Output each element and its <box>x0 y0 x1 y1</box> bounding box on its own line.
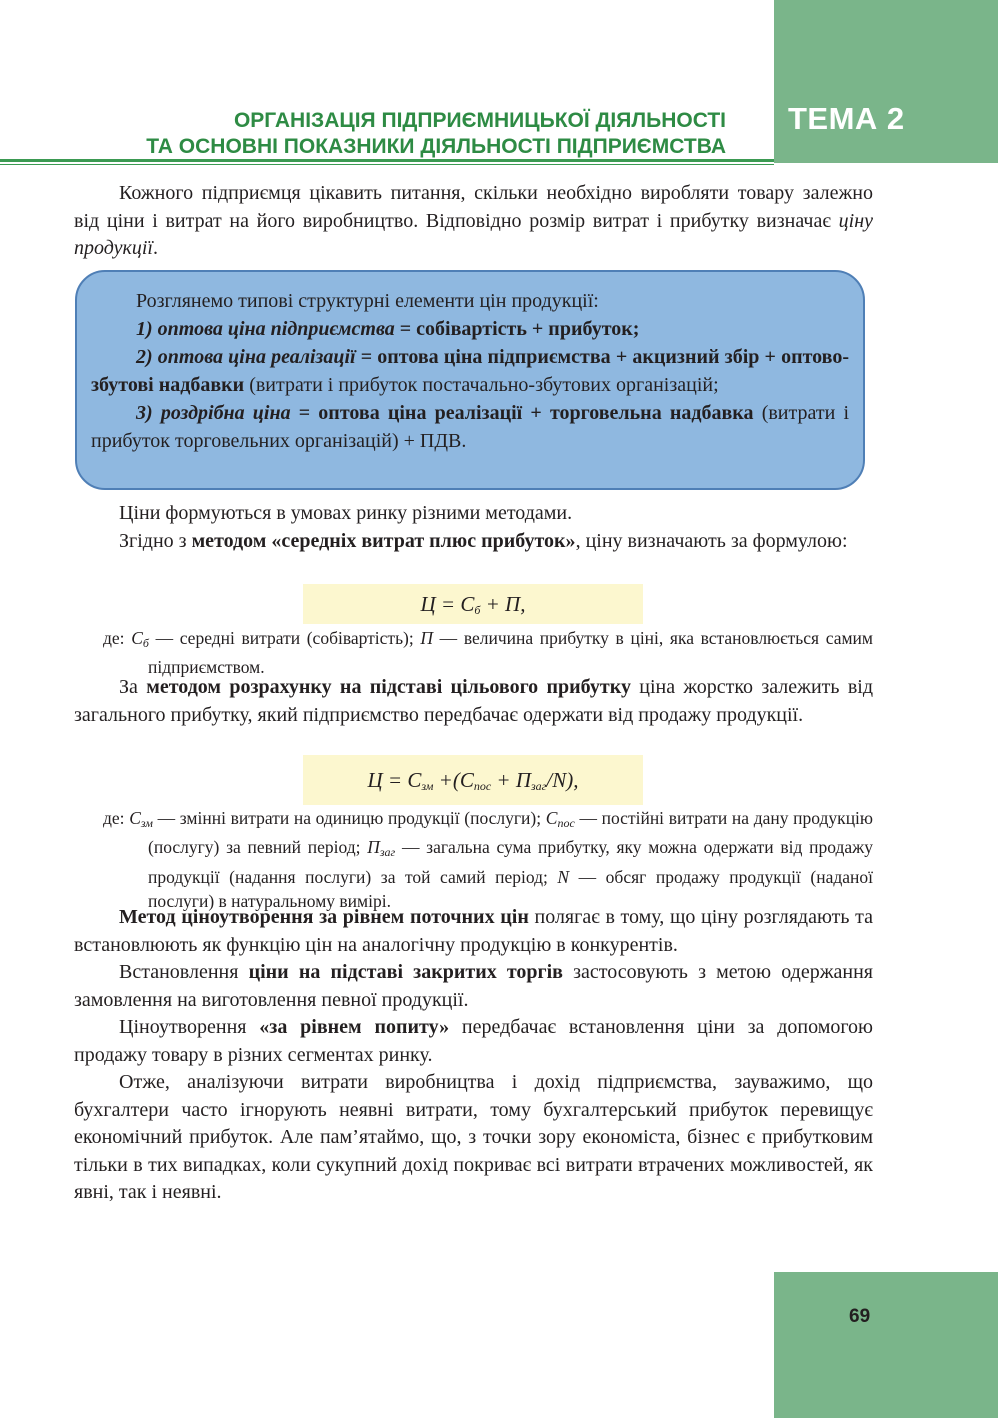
chapter-title-line-1: ОРГАНІЗАЦІЯ ПІДПРИЄМНИЦЬКОЇ ДІЯЛЬНОСТІ <box>233 109 726 132</box>
price-structure-callout <box>75 270 865 490</box>
chapter-title-line-2: ТА ОСНОВНІ ПОКАЗНИКИ ДІЯЛЬНОСТІ ПІДПРИЄМСТВА <box>146 135 726 158</box>
legend-2-c1: С <box>129 808 141 828</box>
legend-2-p-def: — загальна сума прибутку, яку можна одержати від продажу продукції (надання послуги) за той самий період; <box>148 837 873 887</box>
method-4-pre: Встановлення <box>119 961 249 983</box>
method-3-post: полягає в тому, що ціну розглядають та встановлюють як функцію цін на аналогічну продукцію в конкурентів. <box>74 906 873 956</box>
method-5-post: передбачає встановлення ціни за допомогою продажу товару в різних сегментах ринку. <box>74 1016 873 1066</box>
legend-2-n: N <box>557 866 570 887</box>
method-5-pre: Ціноутворення <box>119 1016 260 1038</box>
legend-2-c1-sub: зм <box>140 816 153 830</box>
legend-2-prefix: де: <box>103 808 130 828</box>
legend-2-c2-def: — постійні витрати на дану продукцію (послугу) за певний період; <box>148 808 873 858</box>
legend-1-prefix: де: <box>103 628 132 648</box>
callout-item-3-note: (витрати і прибуток торговельних організацій) + ПДВ. <box>91 402 849 452</box>
legend-2-p-sub: заг <box>379 845 396 860</box>
legend-2-n-def: — обсяг продажу продукції (наданої послуги) в натуральному вимірі. <box>148 866 873 911</box>
methods-intro: Ціни формуються в умовах ринку різними методами. <box>119 502 573 524</box>
method-4-post: застосовують з метою одержання замовлення на виготовлення певної продукції. <box>74 961 873 1011</box>
formula-average-cost <box>303 584 643 624</box>
formula-1-lhs: Ц = С <box>420 592 475 616</box>
formula-2-b: +(С <box>433 768 474 792</box>
formula-2-c: + П <box>491 768 531 792</box>
legend-1-p-def: — величина прибутку в ціні, яка встановлюється самим підприємством. <box>148 628 873 678</box>
method-3-name: Метод ціноутворення за рівнем поточних цін <box>119 906 529 928</box>
formula-2-legend <box>103 806 873 913</box>
intro-text: Кожного підприємця цікавить питання, скільки необхідно виробляти товару залежно від ціни і витрат на його виробництво. Відповідно розмір витрат і прибутку визначає <box>74 182 873 232</box>
topic-tab-label: ТЕМА 2 <box>788 101 905 136</box>
page-number: 69 <box>849 1306 871 1327</box>
callout-lead: Розглянемо типові структурні елементи цін продукції: <box>136 290 599 312</box>
header-rule-thin <box>0 164 774 165</box>
methods-section <box>74 500 873 555</box>
callout-item-3-def: = оптова ціна реалізації + торговельна надбавка <box>290 402 754 424</box>
legend-1-p: П <box>420 628 434 648</box>
method-4-name: ціни на підставі закритих торгів <box>248 961 563 983</box>
method-2-paragraph <box>74 674 873 729</box>
formula-2-a-sub: зм <box>421 779 434 793</box>
intro-end: . <box>152 237 158 259</box>
formula-2-d: /N), <box>546 768 579 792</box>
legend-2-p: П <box>367 837 380 858</box>
callout-item-2-def: = оптова ціна підприємства + акцизний збір + оптово-збутові надбавки <box>91 346 849 396</box>
chapter-title <box>146 108 726 160</box>
method-5-name: «за рівнем попиту» <box>259 1016 450 1038</box>
callout-item-2-term: 2) оптова ціна реалізації <box>136 346 356 368</box>
conclusion-paragraph: Отже, аналізуючи витрати виробництва і дохід підприємства, зауважимо, що бухгалтери часто ігнорують неявні витрати, тому бухгалтерський прибуток перевищує економічний прибуток. Але пам’ятаймо, що, з точки зору економіста, бізнес є прибутковим тільки в тих випадках, коли сукупний дохід покриває всі витрати втрачених можливостей, як явні, так і неявні. <box>74 1071 873 1203</box>
method-2-name: методом розрахунку на підставі цільового прибутку <box>146 676 631 698</box>
legend-1-c-sub: б <box>142 636 149 650</box>
method-1-pre: Згідно з <box>119 529 192 552</box>
method-1-name: методом «середніх витрат плюс прибуток» <box>191 529 576 552</box>
legend-2-c2: С <box>545 808 558 828</box>
method-2-post: ціна жорстко залежить від загального прибутку, який підприємство передбачає одержати від продажу продукції. <box>74 676 873 726</box>
legend-2-c2-sub: пос <box>557 816 575 830</box>
header-rule <box>0 159 774 162</box>
formula-1-legend <box>103 626 873 680</box>
formula-1-rhs: + П, <box>480 592 526 616</box>
method-1-post: , ціну визначають за формулою: <box>575 529 848 552</box>
intro-term: ціну продукції <box>74 209 873 259</box>
callout-item-3-term: 3) роздрібна ціна <box>136 402 291 424</box>
formula-2-a: Ц = С <box>367 768 422 792</box>
formula-1-sub: б <box>474 603 481 617</box>
formula-2-c-sub: заг <box>531 779 547 793</box>
callout-item-2-note: (витрати і прибуток постачально-збутових організацій; <box>244 374 719 396</box>
method-2-pre: За <box>119 676 147 698</box>
formula-target-profit <box>303 755 643 805</box>
callout-item-1-term: 1) оптова ціна підприємства <box>136 318 395 340</box>
intro-paragraph <box>74 180 873 263</box>
legend-2-c1-def: — змінні витрати на одиницю продукції (послуги); <box>152 808 546 828</box>
legend-1-c: С <box>131 628 143 648</box>
formula-2-b-sub: пос <box>473 779 492 793</box>
page-number-tab <box>774 1272 998 1418</box>
methods-continued <box>74 904 873 1207</box>
topic-tab <box>774 0 998 163</box>
callout-item-1-def: = собівартість + прибуток; <box>394 318 640 340</box>
legend-1-c-def: — середні витрати (собівартість); <box>148 628 421 648</box>
